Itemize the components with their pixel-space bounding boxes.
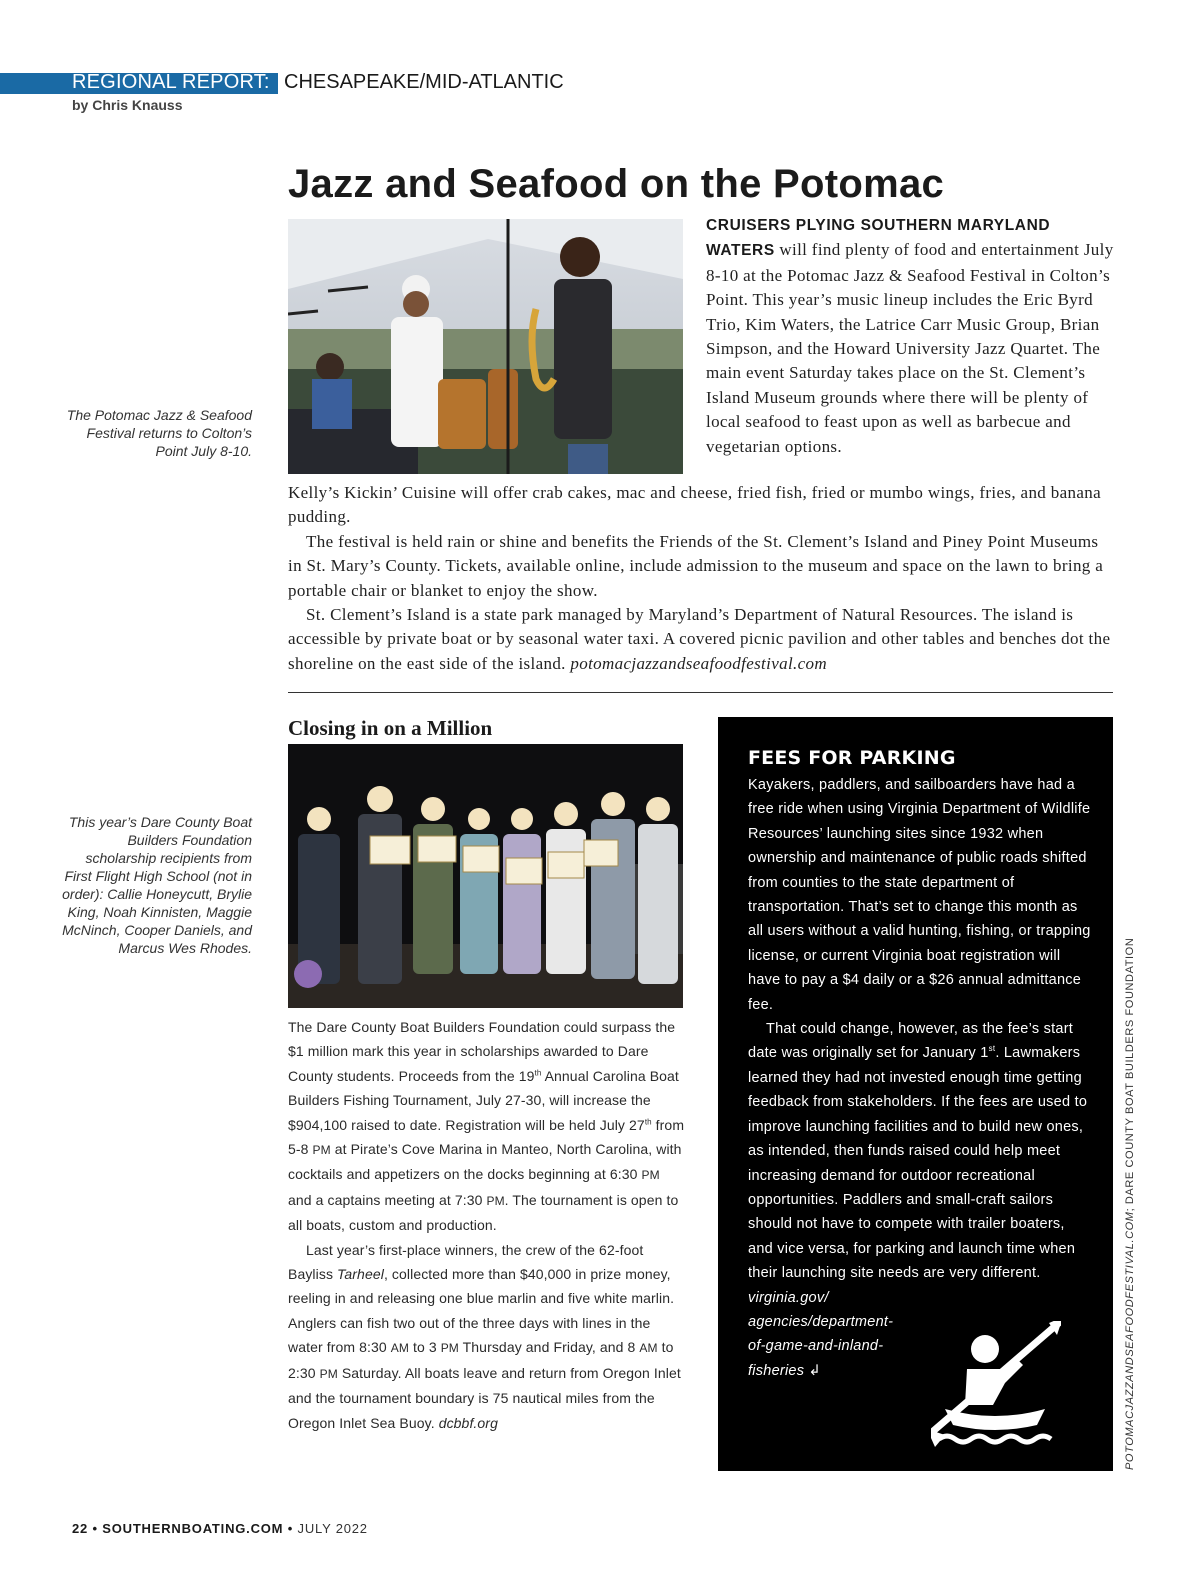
article2-subhead: Closing in on a Million [288, 716, 493, 740]
article2-para2: Last year’s first-place winners, the crew of the 62-foot Bayliss Tarheel, collected more than $40,000 in prize money, reeling in and releasing one blue marlin and five white marlin. Anglers can fish two out of the three days with lines in the water from 8:30 AM to 3 PM Thursday and Friday, and 8 AM to 2:30 PM Saturday. All boats leave and return from Oregon Inlet and the tournament boundary is 75 nautical miles from the Oregon Inlet Sea Buoy. dcbbf.org [288, 1241, 681, 1431]
sidebar-para1: Kayakers, paddlers, and sailboarders have had a free ride when using Virginia Department of Wildlife Resources’ launching sites since 1932 when ownership and maintenance of public roads shifted from counties to the state department of transportation. That’s set to change this month as all users without a valid hunting, fishing, or trapping license, or current Virginia boat registration will have to pay a $4 daily or a $26 annual admittance fee. [748, 777, 1091, 1013]
jazz-photo-caption: The Potomac Jazz & Seafood Festival returns to Colton’s Point July 8-10. [66, 407, 252, 459]
sidebar-para2: That could change, however, as the fee’s start date was originally set for January 1st. Lawmakers learned they had not invested enough time getting feedback from stakeholders. If the fees are used to improve launching facilities and to build new ones, as intended, then funds raised could help meet increasing demand for outdoor recreational opportunities. Paddlers and small-craft sailors should not have to compete with trailer boaters, and vice versa, for parking and launch time when their launching site needs are very different. [748, 1021, 1088, 1282]
section-kicker: REGIONAL REPORT: [72, 71, 270, 93]
article1-para2: The festival is held rain or shine and benefits the Friends of the St. Clement’s Island and Piney Point Museums in St. Mary’s County. Tickets, available online, include admission to the museum and space on the lawn to bring a portable chair or blanket to enjoy the show. [288, 531, 1104, 600]
kayak-paddler-icon [931, 1321, 1061, 1451]
footer-site: SOUTHERNBOATING.COM [102, 1521, 284, 1536]
section-region: CHESAPEAKE/MID-ATLANTIC [284, 71, 564, 93]
photo-credit: POTOMACJAZZANDSEAFOODFESTIVAL.COM; DARE COUNTY BOAT BUILDERS FOUNDATION [1124, 937, 1136, 1470]
byline: by Chris Knauss [72, 97, 183, 113]
article1-para3: St. Clement’s Island is a state park managed by Maryland’s Department of Natural Resources. The island is accessible by private boat or by seasonal water taxi. A covered picnic pavilion and other tables and benches dot the shoreline on the east side of the island. potomacjazzandseafoodfestival.com [288, 605, 1111, 673]
sidebar-title: FEES FOR PARKING [748, 747, 956, 769]
article2-para1: The Dare County Boat Builders Foundation could surpass the $1 million mark this year in scholarships awarded to Dare County students. Proceeds from the 19th Annual Carolina Boat Builders Fishing Tournament, July 27-30, will increase the $904,100 raised to date. Registration will be held July 27th from 5-8 PM at Pirate’s Cove Marina in Manteo, North Carolina, with cocktails and appetizers on the docks beginning at 6:30 PM and a captains meeting at 7:30 PM. The tournament is open to all boats, custom and production. [288, 1019, 685, 1234]
footer-issue: JULY 2022 [297, 1521, 368, 1536]
article-headline: Jazz and Seafood on the Potomac [288, 162, 945, 206]
article1-para1-cont: Kelly’s Kickin’ Cuisine will offer crab cakes, mac and cheese, fried fish, fried or mumbo wings, fries, and banana pudding. [288, 483, 1101, 527]
end-mark-icon: ↲ [808, 1362, 821, 1379]
festival-website-link[interactable]: potomacjazzandseafoodfestival.com [570, 653, 827, 673]
dcbbf-website-link[interactable]: dcbbf.org [438, 1414, 498, 1431]
article1-body [288, 481, 1116, 676]
lead-in-caps: CRUISERS PLYING SOUTHERN MARYLAND WATERS [706, 217, 1051, 260]
jazz-festival-photo [288, 219, 683, 474]
lead-text: will find plenty of food and entertainment July 8-10 at the Potomac Jazz & Seafood Festival in Colton’s Point. This year’s music lineup includes the Eric Byrd Trio, Kim Waters, the Latrice Carr Music Group, Brian Simpson, and the Howard University Jazz Quartet. The main event Saturday takes place on the St. Clement’s Island Museum grounds where there will be plenty of local seafood to feast upon as well as barbecue and vegetarian options. [706, 240, 1114, 456]
page-number: 22 [72, 1521, 89, 1536]
scholarship-photo [288, 744, 683, 1008]
page-footer: 22 • SOUTHERNBOATING.COM • JULY 2022 [72, 1521, 368, 1536]
parking-fees-sidebar [718, 717, 1113, 1471]
scholarship-photo-caption: This year’s Dare County Boat Builders Foundation scholarship recipients from First Flight High School (not in order): Callie Honeycutt, Brylie King, Noah Kinnisten, Maggie McNinch, Cooper Daniels, and Marcus Wes Rhodes. [62, 814, 252, 956]
virginia-gov-link[interactable]: virginia.gov/ agencies/department- of-game-and-inland- fisheries ↲ [748, 1289, 894, 1379]
article1-lead-paragraph [706, 213, 1116, 459]
sidebar-body [748, 773, 1093, 1383]
section-divider [288, 692, 1113, 693]
article2-body [288, 1015, 686, 1435]
